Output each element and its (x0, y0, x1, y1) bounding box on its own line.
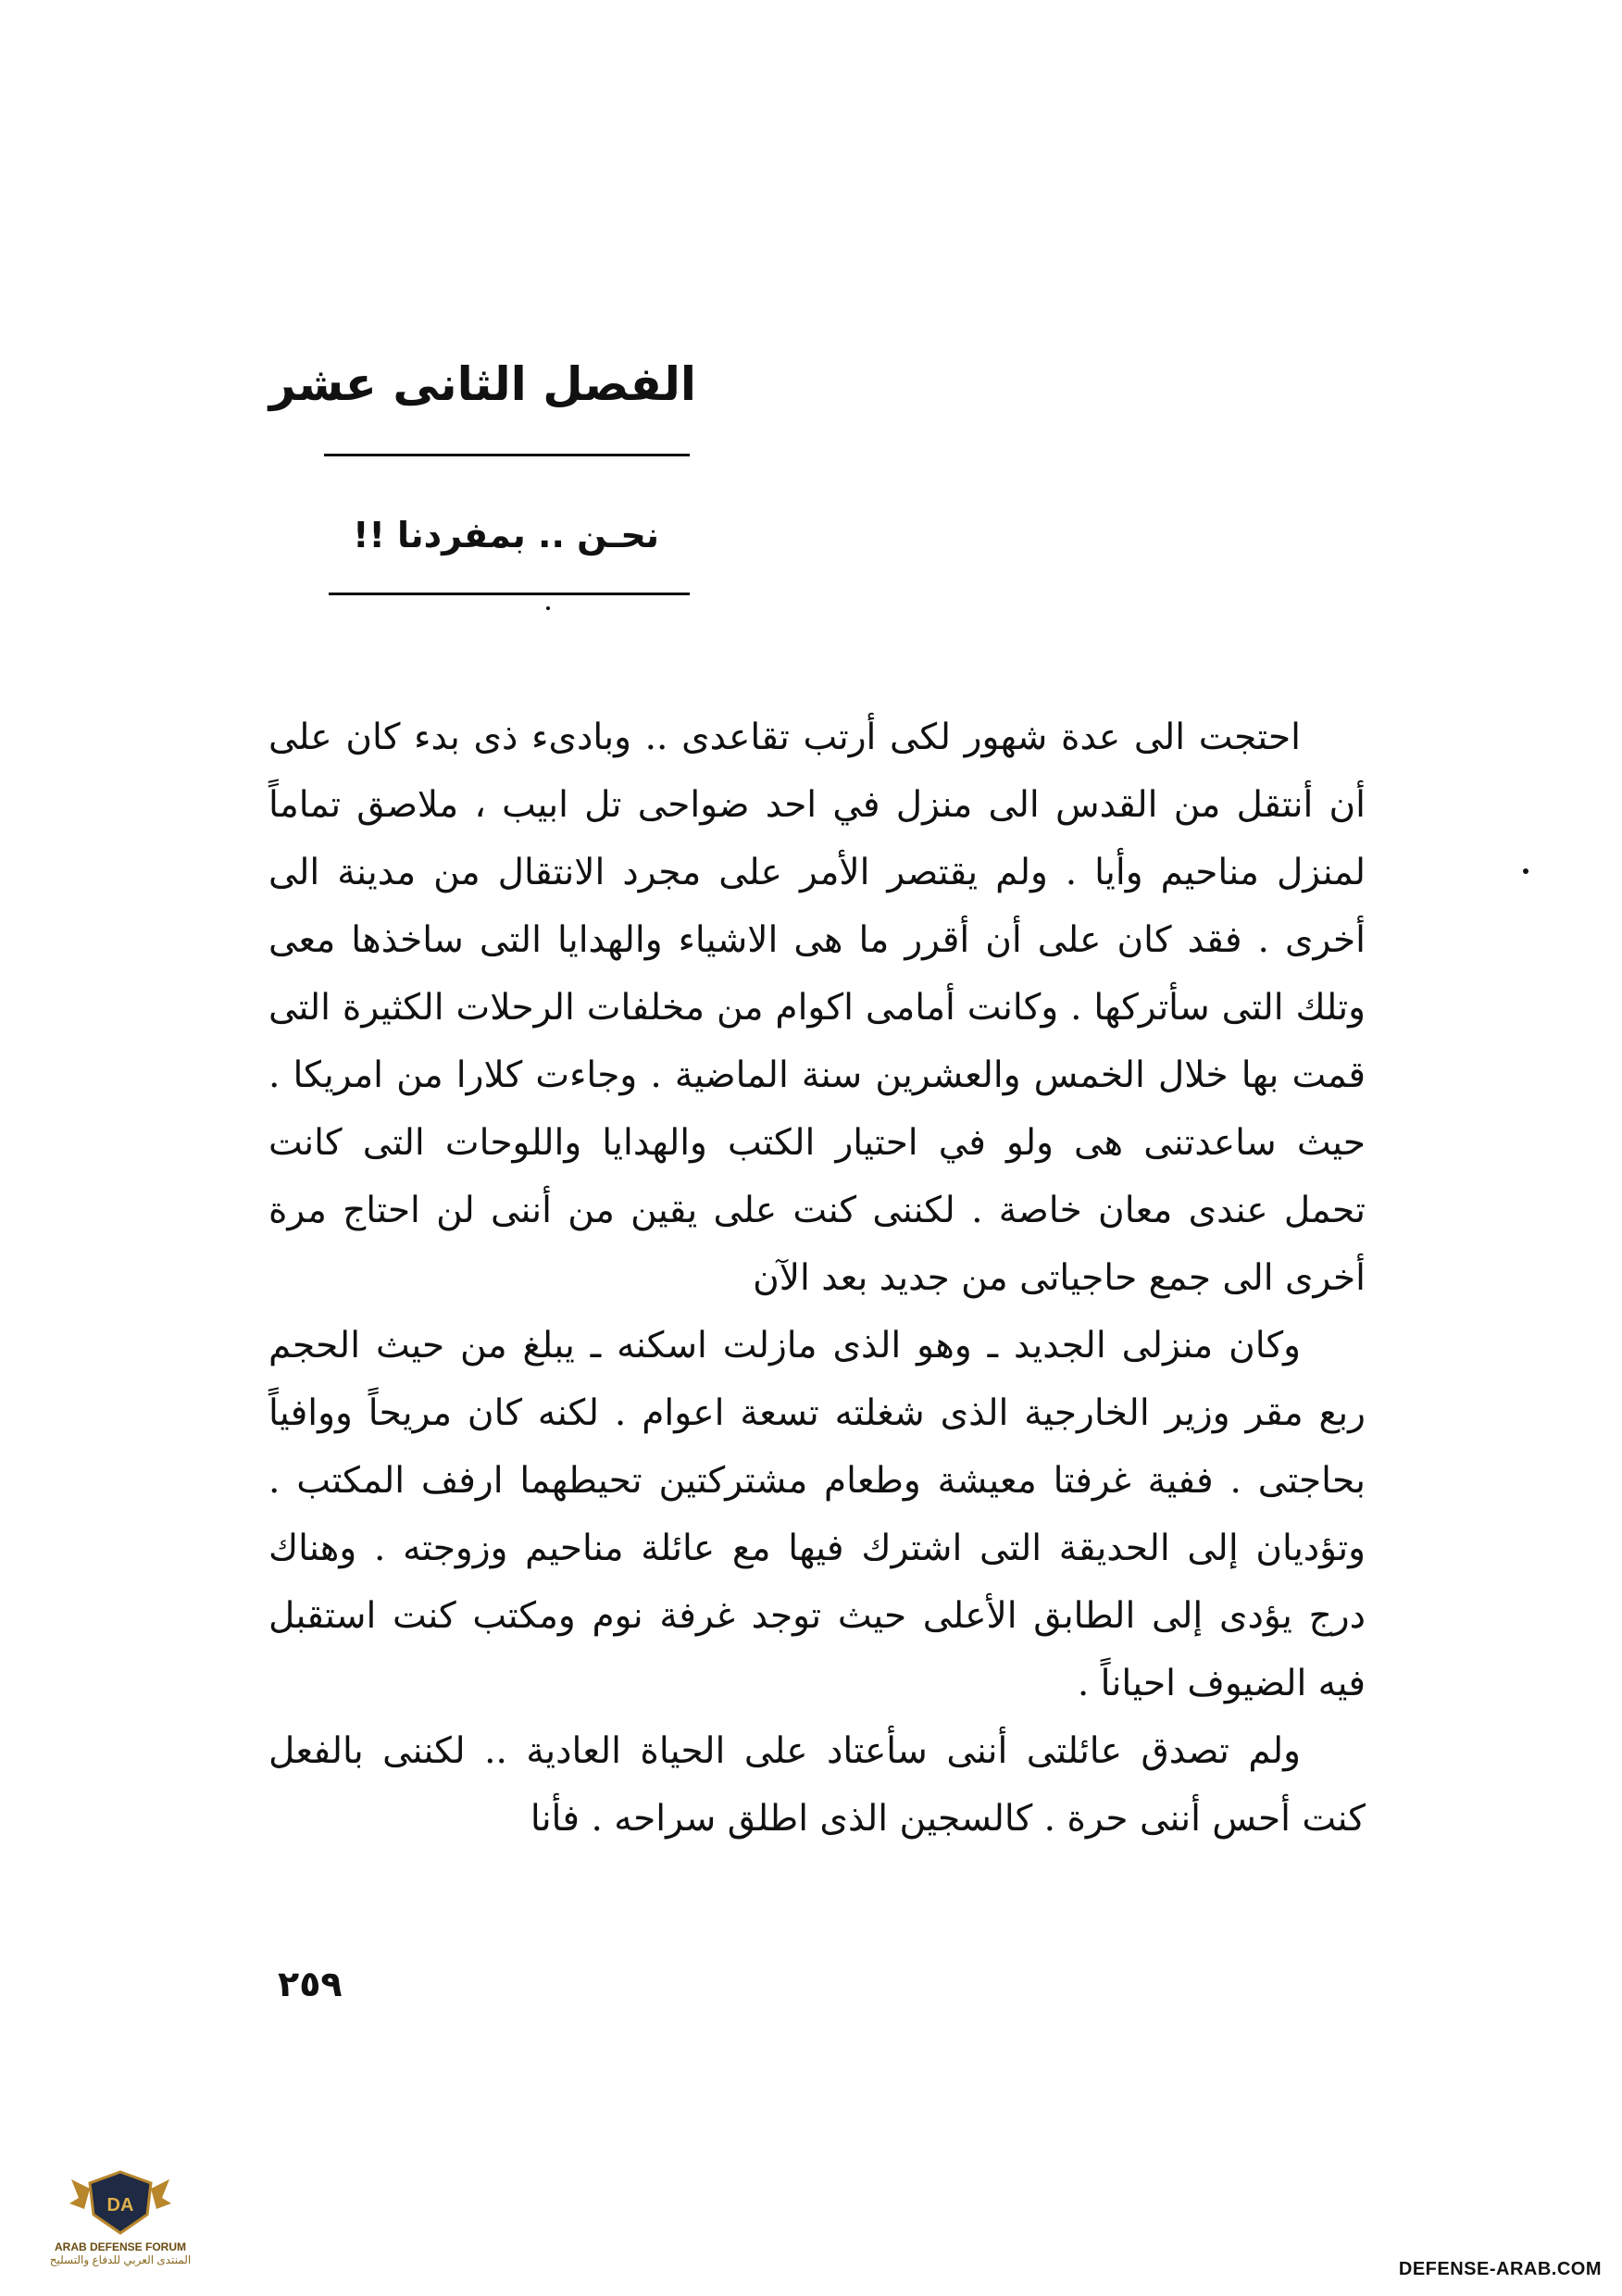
watermark-name-ar: المنتدى العربي للدفاع والتسليح (49, 2253, 192, 2266)
paragraph: احتجت الى عدة شهور لكى أرتب تقاعدى .. وبادىء ذى بدء كان على أن أنتقل من القدس الى منزل في احد ضواحى تل ابيب ، ملاصق تماماً لمنزل مناحيم وأيا . ولم يقتصر الأمر على مجرد الانتقال من مدينة الى أخرى . فقد كان على أن أقرر ما هى الاشياء والهدايا التى ساخذها معى وتلك التى سأتركها . وكانت أمامى اكوام من مخلفات الرحلات الكثيرة التى قمت بها خلال الخمس والعشرين سنة الماضية . وجاءت كلارا من امريكا . حيث ساعدتنى هى ولو في احتيار الكتب والهدايا واللوحات التى كانت تحمل عندى معان خاصة . لكننى كنت على يقين من أننى لن احتاج مرة أخرى الى جمع حاجياتى من جديد بعد الآن (268, 717, 1366, 1299)
forum-watermark (28, 2166, 213, 2287)
logo-initials: DA (106, 2195, 134, 2215)
subtitle-underline (329, 593, 690, 595)
title-underline (324, 454, 690, 456)
chapter-title: الفصل الثانى عشر (268, 357, 696, 411)
paragraph: ولم تصدق عائلتى أننى سأعتاد على الحياة العادية .. لكننى بالفعل كنت أحس أننى حرة . كالسجين الذى اطلق سراحه . فأنا (268, 1730, 1366, 1840)
scan-speck (1523, 868, 1528, 874)
watermark-name-en: ARAB DEFENSE FORUM (54, 2240, 186, 2253)
site-url: DEFENSE-ARAB.COM (1398, 2259, 1602, 2279)
body-text (268, 704, 1366, 1853)
chapter-subtitle: نحـن .. بمفردنا !! (353, 515, 659, 555)
paragraph: وكان منزلى الجديد ـ وهو الذى مازلت اسكنه ـ يبلغ من حيث الحجم ربع مقر وزير الخارجية الذى شغلته تسعة اعوام . لكنه كان مريحاً ووافياً بحاجتى . ففية غرفتا معيشة وطعام مشتركتين تحيطهما ارفف المكتب . وتؤديان إلى الحديقة التى اشترك فيها مع عائلة مناحيم وزوجته . وهناك درج يؤدى إلى الطابق الأعلى حيث توجد غرفة نوم ومكتب كنت استقبل فيه الضيوف احياناً . (268, 1325, 1366, 1704)
page-number: ٢٥٩ (278, 1964, 343, 2004)
scan-speck (546, 606, 550, 610)
forum-logo-icon (69, 2166, 171, 2240)
